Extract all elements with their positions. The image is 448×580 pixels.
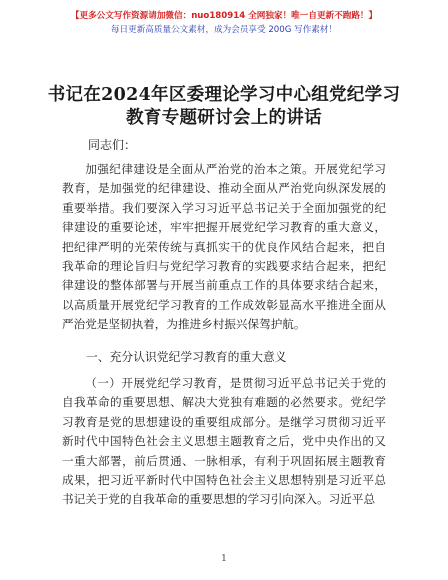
salutation: 同志们： xyxy=(88,138,137,152)
section-heading-1: 一、充分认识党纪学习教育的重大意义 xyxy=(86,350,287,364)
promo-banner-line-2: 每日更新高质量公文素材，成为会员享受 200G 写作素材！ xyxy=(110,25,338,35)
promo-banner-line-1: 【更多公文写作资源请加微信：nuo180914 全网独家！唯一自更新不跑路！】 xyxy=(70,11,378,21)
document-title: 书记在2024年区委理论学习中心组党纪学习教育专题研讨会上的讲话 xyxy=(47,85,401,128)
section-1-paragraph-1: （一）开展党纪学习教育，是贯彻习近平总书记关于党的自我革命的重要思想、解决大党独有难题的必然要求。党纪学习教育是党的思想建设的重要组成部分。是继学习贯彻习近平新时代中国特色社会主义思想主题教育之后，党中央作出的又一重大部署，前后贯通、一脉相承，有利于巩固拓展主题教育成果，把习近平新时代中国特色社会主义思想特别是习近平总书记关于党的自我革命的重要思想的学习引向深入。习近平总 xyxy=(62,376,386,507)
page-number: 1 xyxy=(221,554,227,564)
intro-paragraph: 加强纪律建设是全面从严治党的治本之策。开展党纪学习教育，是加强党的纪律建设、推动全面从严治党向纵深发展的重要举措。我们要深入学习习近平总书记关于全面加强党的纪律建设的重要论述，牢牢把握开展党纪学习教育的重大意义，把纪律严明的光荣传统与真抓实干的优良作风结合起来，把自我革命的理论旨归与党纪学习教育的实践要求结合起来，把纪律建设的整体部署与开展当前重点工作的具体要求结合起来，以高质量开展党纪学习教育的工作成效彰显高水平推进全面从严治党是坚韧执着，为推进乡村振兴保驾护航。 xyxy=(62,162,386,332)
